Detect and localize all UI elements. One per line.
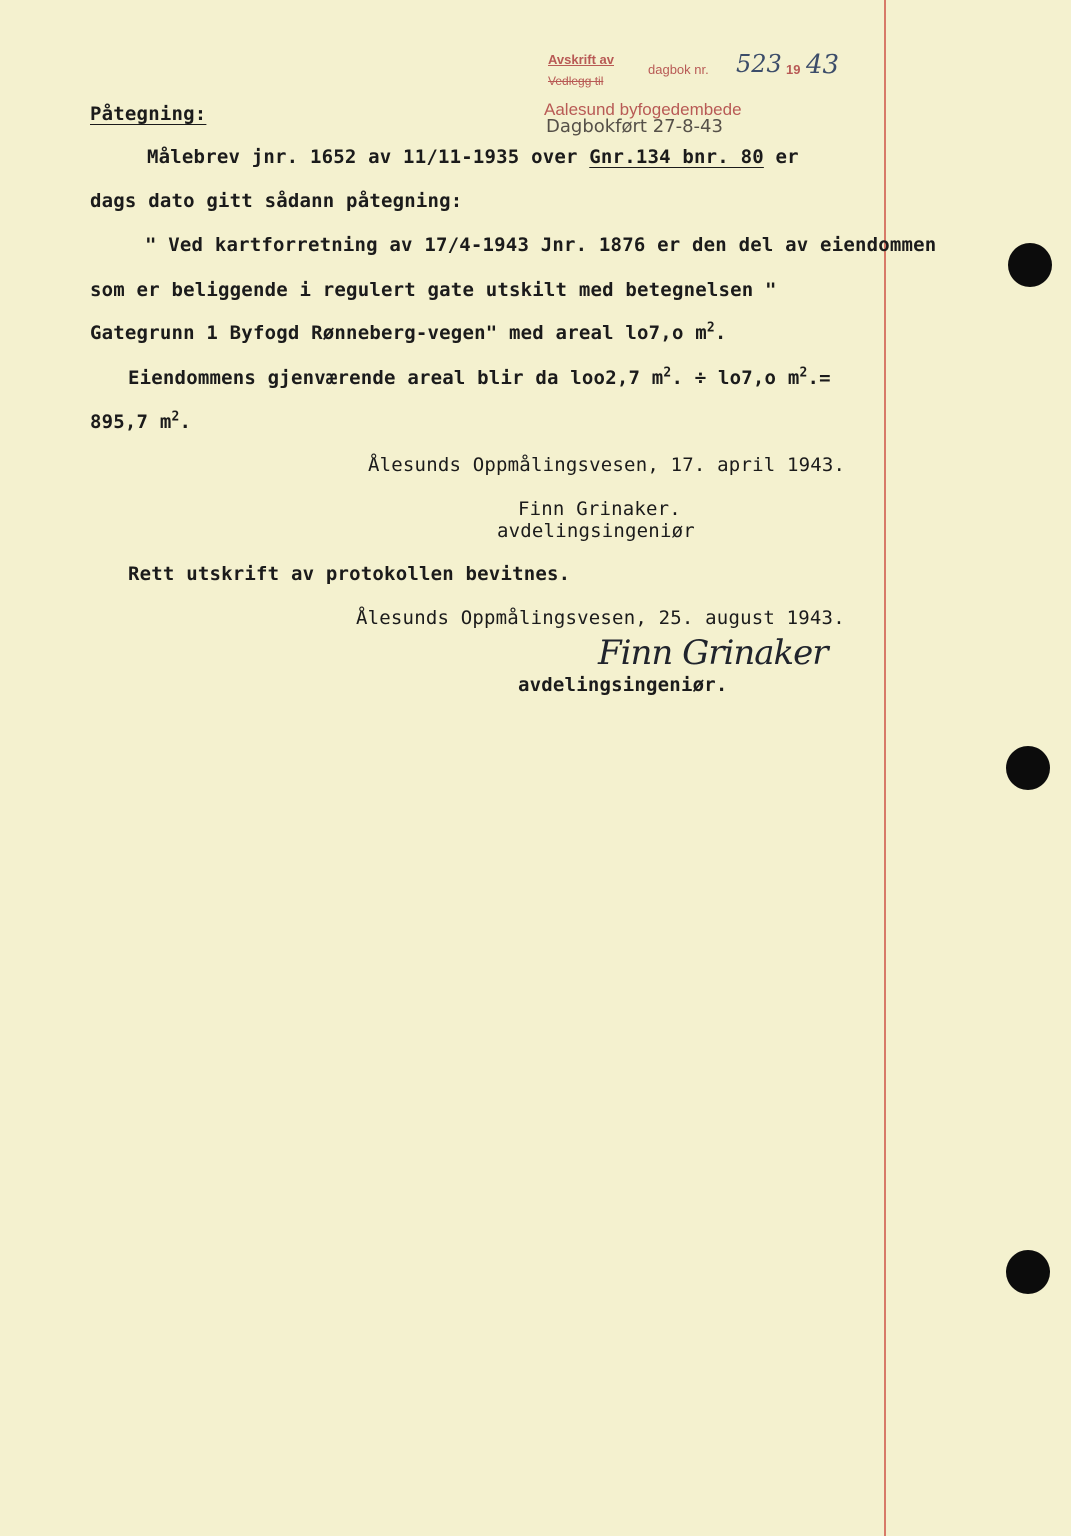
stamp-dagbokfort: Dagbokført 27-8-43 xyxy=(546,116,723,137)
punch-hole-middle xyxy=(1006,746,1050,790)
signer-title-1: avdelingsingeniør xyxy=(497,520,695,542)
red-margin-line xyxy=(884,0,886,1536)
body-line-3: " Ved kartforretning av 17/4-1943 Jnr. 1876 er den del av eiendommen xyxy=(145,234,937,256)
stamp-dagbok-number: 523 xyxy=(736,50,782,78)
stamp-avskrift: Avskrift av xyxy=(548,52,614,67)
stamp-office: Aalesund byfogedembede xyxy=(544,100,742,119)
handwritten-signature: Finn Grinaker xyxy=(598,633,828,673)
body-line-5-sup: 2 xyxy=(706,320,715,336)
body-line-6-sup-1: 2 xyxy=(663,365,672,381)
stamp-vedlegg: Vedlegg til xyxy=(548,74,604,88)
place-date-1: Ålesunds Oppmålingsvesen, 17. april 1943. xyxy=(368,454,846,476)
body-line-7-b: . xyxy=(179,411,192,433)
punch-hole-top xyxy=(1008,243,1052,287)
body-line-2: dags dato gitt sådann påtegning: xyxy=(90,190,463,212)
body-line-5-b: . xyxy=(714,322,727,344)
signer-title-2: avdelingsingeniør. xyxy=(518,674,728,696)
body-line-6-sup-2: 2 xyxy=(799,365,808,381)
property-reference: Gnr.134 bnr. 80 xyxy=(589,146,764,168)
body-line-4: som er beliggende i regulert gate utskilt med betegnelsen " xyxy=(90,279,777,301)
body-line-5-a: Gategrunn 1 Byfogd Rønneberg-vegen" med areal lo7,o m xyxy=(90,322,707,344)
stamp-year-prefix: 19 xyxy=(786,62,801,77)
place-date-2: Ålesunds Oppmålingsvesen, 25. august 1943. xyxy=(356,607,845,629)
body-line-7-sup: 2 xyxy=(171,409,180,425)
body-line-6-a: Eiendommens gjenværende areal blir da loo2,7 m xyxy=(128,367,664,389)
punch-hole-bottom xyxy=(1006,1250,1050,1294)
heading: Påtegning: xyxy=(90,103,207,125)
stamp-year-suffix: 43 xyxy=(806,50,840,80)
body-line-1-a: Målebrev jnr. 1652 av 11/11-1935 over xyxy=(147,146,590,168)
body-line-7 xyxy=(90,411,191,433)
body-line-6-c: .= xyxy=(807,367,831,389)
stamp-dagbok-label: dagbok nr. xyxy=(648,62,709,77)
certification-line: Rett utskrift av protokollen bevitnes. xyxy=(128,563,571,585)
body-line-6-b: . ÷ lo7,o m xyxy=(671,367,800,389)
signer-name: Finn Grinaker. xyxy=(518,498,681,520)
body-line-1 xyxy=(147,146,799,168)
body-line-1-b: er xyxy=(763,146,799,168)
body-line-7-a: 895,7 m xyxy=(90,411,172,433)
body-line-6 xyxy=(128,367,831,389)
body-line-5 xyxy=(90,322,727,344)
